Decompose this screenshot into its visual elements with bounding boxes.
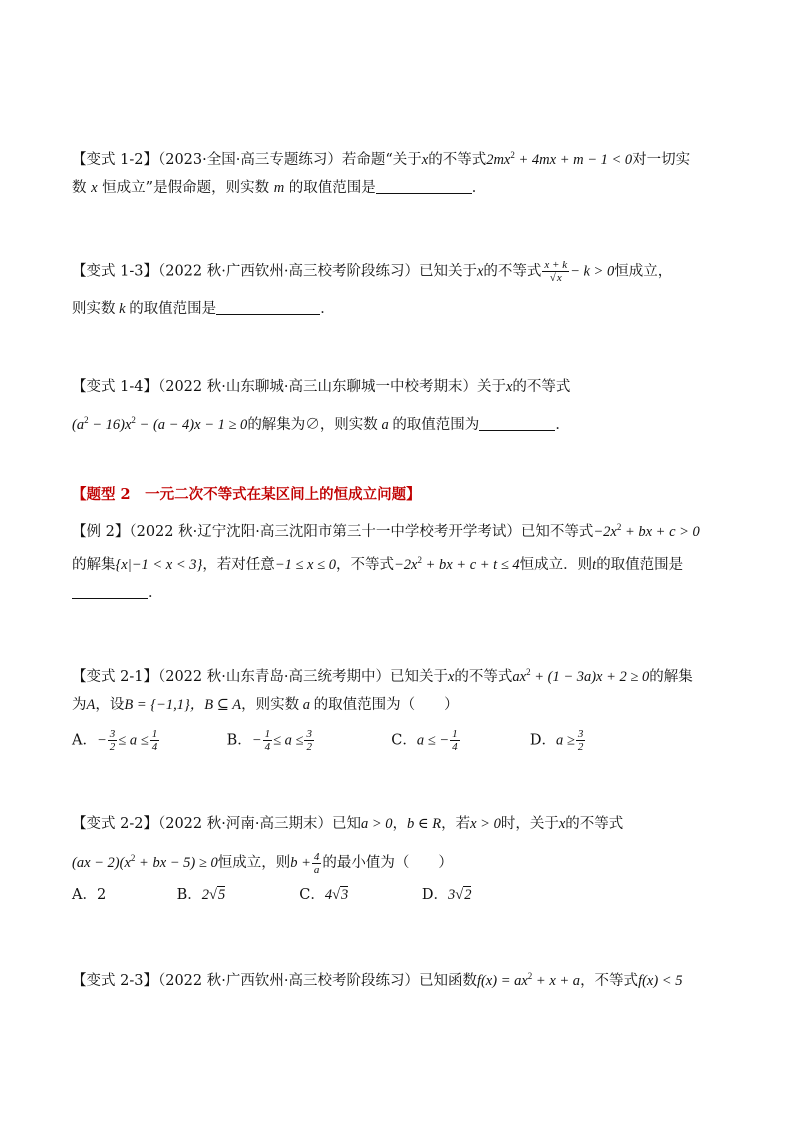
inequality-expression: $-2x^2$ + bx + c > 0: [593, 522, 700, 540]
problem-1-3-line-1: 【变式 1-3】（2022 秋·广西钦州·高三校考阶段练习）已知关于x的不等式 $\frac{x + k}{√x}$ − k > 0恒成立，: [72, 259, 673, 284]
example-2-line-1: 【例 2】（2022 秋·辽宁沈阳·高三沈阳市第三十一中学校考开学考试）已知不等式$-2x^2$ + bx + c > 0: [72, 522, 700, 540]
problem-tag: 【变式 2-2】: [72, 816, 158, 832]
inequality-expression: $2mx^2 + 4mx + m - 1 < 0$: [486, 150, 633, 168]
problem-source: （2022 秋·广西钦州·高三校考阶段练习）: [157, 263, 419, 280]
option-d[interactable]: D．a ≥ $\frac{3}{2}$: [529, 728, 584, 753]
answer-blank[interactable]: [72, 584, 148, 599]
inequality-expression: $(a^2 - 16)x^2 - (a - 4)x - 1 \ge 0$: [72, 415, 248, 433]
option-b[interactable]: B．2√5: [176, 887, 226, 903]
option-c[interactable]: C．4√3: [299, 887, 349, 903]
problem-tag: 【变式 2-1】: [72, 669, 158, 685]
inequality-expression: $(ax - 2)(x^2$ + bx − 5) ≥ 0: [72, 853, 218, 871]
problem-2-2-line-1: 【变式 2-2】（2022 秋·河南·高三期末）已知a > 0，b ∈ R，若x > 0时，关于x的不等式: [72, 816, 624, 832]
example-2-line-3: ．: [72, 582, 734, 604]
inequality-expression: $ax^2 + (1 - 3a)x + 2 \ge 0$: [512, 667, 650, 685]
problem-1-2-line-1: 【变式 1-2】（2023·全国·高三专题练习）若命题“关于x的不等式$2mx^2 + 4mx + m - 1 < 0$对一切实: [72, 150, 691, 168]
problem-1-3-line-2: 则实数 k 的取值范围是 ．: [72, 301, 335, 317]
problem-source: （2022 秋·辽宁沈阳·高三沈阳市第三十一中学校考开学考试）: [129, 524, 521, 540]
problem-2-1-options: [72, 728, 734, 753]
problem-tag: 【变式 2-3】: [72, 973, 158, 989]
empty-set-symbol: ∅: [305, 417, 320, 433]
problem-tag: 【变式 1-4】: [72, 379, 158, 395]
option-d[interactable]: D．3√2: [421, 887, 472, 903]
problem-2-3-line-1: 【变式 2-3】（2022 秋·广西钦州·高三校考阶段练习）已知函数$f(x) = ax^2 + x + a$，不等式f(x) < 5: [72, 971, 683, 989]
problem-2-1-line-2: 为A，设B = {−1,1}，B ⊆ A，则实数 a 的取值范围为（ ）: [72, 697, 459, 713]
problem-source: （2023·全国·高三专题练习）: [157, 152, 342, 168]
problem-source: （2022 秋·广西钦州·高三校考阶段练习）: [157, 973, 419, 989]
problem-source: （2022 秋·山东青岛·高三统考期中）: [157, 669, 390, 685]
answer-blank[interactable]: [376, 179, 472, 194]
problem-1-4-line-2: $(a^2 - 16)x^2 - (a - 4)x - 1 \ge 0$的解集为∅，则实数 a 的取值范围为 ．: [72, 415, 570, 433]
problem-tag: 【变式 1-3】: [72, 263, 158, 280]
problem-2-2-line-2: $(ax - 2)(x^2$ + bx − 5) ≥ 0恒成立，则b + $\frac{4}{a}$ 的最小值为（ ）: [72, 850, 453, 876]
answer-blank[interactable]: [216, 300, 320, 315]
answer-blank[interactable]: [479, 416, 555, 431]
problem-tag: 【变式 1-2】: [72, 152, 158, 168]
problem-source: （2022 秋·河南·高三期末）: [157, 816, 332, 832]
option-b[interactable]: B．− $\frac{1}{4}$ ≤ a ≤ $\frac{3}{2}$: [226, 728, 312, 753]
problem-tag: 【例 2】: [72, 524, 130, 540]
problem-source: （2022 秋·山东聊城·高三山东聊城一中校考期末）: [157, 379, 477, 395]
problem-2-2-options: [72, 884, 734, 906]
option-c[interactable]: C．a ≤ − $\frac{1}{4}$: [391, 728, 458, 753]
option-a[interactable]: A．− $\frac{3}{2}$ ≤ a ≤ $\frac{1}{4}$: [72, 728, 158, 753]
problem-1-2-line-2: 数 x 恒成立”是假命题，则实数 m 的取值范围是 ．: [72, 180, 487, 196]
option-a[interactable]: A．2: [72, 887, 107, 903]
problem-2-1-line-1: 【变式 2-1】（2022 秋·山东青岛·高三统考期中）已知关于x的不等式$ax^2 + (1 - 3a)x + 2 \ge 0$的解集: [72, 667, 693, 685]
example-2-line-2: 的解集{x|−1 < x < 3}，若对任意−1 ≤ x ≤ 0，不等式$-2x^2$ + bx + c + t ≤ 4恒成立．则t的取值范围是: [72, 555, 684, 573]
function-expression: $f(x) = ax^2 + x + a$: [476, 971, 581, 989]
fraction: $\frac{x + k}{√x}$: [544, 259, 568, 284]
section-heading: 【题型 2 一元二次不等式在某区间上的恒成立问题】: [72, 486, 421, 503]
solution-set: {x|−1 < x < 3}: [115, 557, 203, 573]
problem-1-4-line-1: 【变式 1-4】（2022 秋·山东聊城·高三山东聊城一中校考期末）关于x的不等式: [72, 379, 571, 395]
